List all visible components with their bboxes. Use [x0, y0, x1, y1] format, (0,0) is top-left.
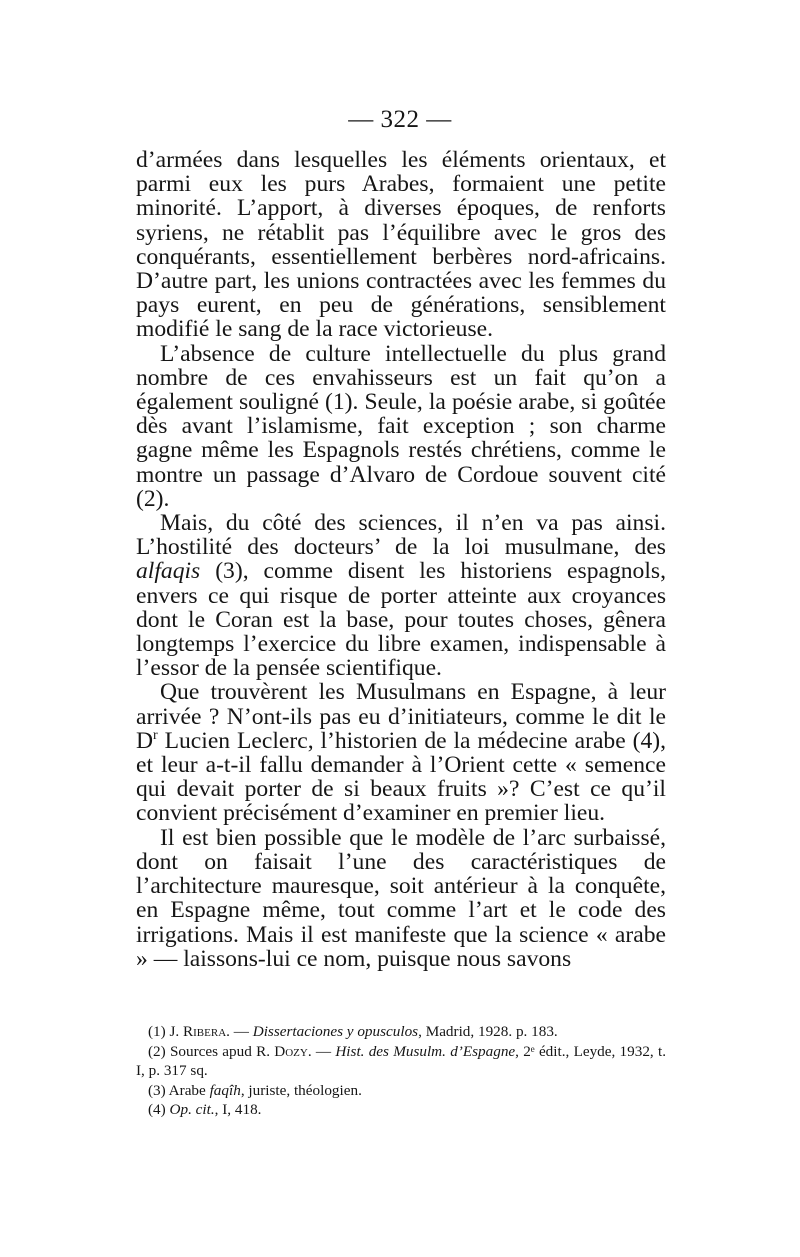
italic-term: alfaqis: [136, 558, 201, 585]
footnote-separator: . —: [226, 1023, 253, 1040]
paragraph-text: d’armées dans lesquelles les éléments orientaux, et parmi eux les purs Arabes, formaient une petite minorité. L’apport, à diverses époques, de renforts syriens, ne rétablit pas l’équilibre avec le gros des conquérants, essentiellement berbères nord-africains. D’autre part, les unions contractées avec les femmes du pays eurent, en peu de générations, sensiblement modifié le sang de la race victorieuse.: [136, 147, 666, 343]
footnote-separator: . —: [307, 1042, 336, 1060]
footnote-details: , Madrid, 1928. p. 183.: [418, 1023, 558, 1040]
paragraph-5: [136, 826, 666, 971]
footnote-title: Op. cit.: [169, 1101, 215, 1118]
footnote-number: (2) Sources apud R.: [148, 1042, 275, 1060]
footnotes: [136, 1022, 666, 1120]
footnote-details: , I, 418.: [214, 1101, 262, 1118]
paragraph-text: Il est bien possible que le modèle de l’arc surbaissé, dont on faisait l’une des caractéristiques de l’architecture mauresque, soit antérieur à la conquête, en Espagne même, tout comme l’art et le code des irrigations. Mais il est manifeste que la science « arabe » — laissons-lui ce nom, puisque nous savons: [136, 824, 666, 972]
footnote-number: (3) Arabe: [148, 1081, 210, 1099]
paragraph-text: Que trouvèrent les Musulmans en Espagne, à leur arrivée ? N’ont-ils pas eu d’initiateurs, comme le dit le D: [136, 679, 666, 754]
footnote-details: , juriste, théologien.: [240, 1081, 362, 1099]
paragraph-4: [136, 680, 666, 825]
footnote-4: [136, 1100, 666, 1120]
footnote-1: [136, 1022, 666, 1042]
footnote-author: Ribera: [183, 1023, 227, 1040]
page-number: — 322 —: [348, 106, 452, 133]
footnote-number: (4): [148, 1101, 170, 1118]
paragraph-text: (3), comme disent les historiens espagnols, envers ce qui risque de porter atteinte aux croyances dont le Coran est la base, pour toutes choses, gênera longtemps l’exercice du libre examen, indispensable à l’essor de la pensée scientifique.: [136, 558, 666, 682]
paragraph-text: Lucien Leclerc, l’historien de la médecine arabe (4), et leur a-t-il fallu demander à l’Orient cette « semence qui devait porter de si beaux fruits »? C’est ce qu’il convient précisément d’examiner en premier lieu.: [136, 727, 666, 827]
footnote-title: Hist. des Musulm. d’Espagne: [335, 1042, 516, 1060]
paragraph-1: [136, 148, 666, 342]
footnote-details: , 2ᵉ édit., Leyde, 1932, t. I, p. 317 sq.: [136, 1042, 667, 1079]
superscript: r: [153, 728, 158, 744]
body-text: [136, 148, 666, 971]
paragraph-text: Mais, du côté des sciences, il n’en va pas ainsi. L’hostilité des docteurs’ de la loi musulmane, des: [136, 510, 666, 561]
footnote-number: (1) J.: [148, 1023, 184, 1040]
footnote-title: faqîh: [209, 1081, 241, 1099]
footnote-author: Dozy: [274, 1042, 308, 1060]
paragraph-3: [136, 511, 666, 680]
footnote-3: [136, 1081, 666, 1101]
footnote-title: Dissertaciones y opusculos: [252, 1023, 419, 1040]
paragraph-text: L’absence de culture intellectuelle du plus grand nombre de ces envahisseurs est un fait qu’on a également souligné (1). Seule, la poésie arabe, si goûtée dès avant l’islamisme, fait exception ; son charme gagne même les Espagnols restés chrétiens, comme le montre un passage d’Alvaro de Cordoue souvent cité (2).: [136, 340, 666, 512]
footnote-2: [136, 1042, 666, 1081]
paragraph-2: [136, 342, 666, 511]
